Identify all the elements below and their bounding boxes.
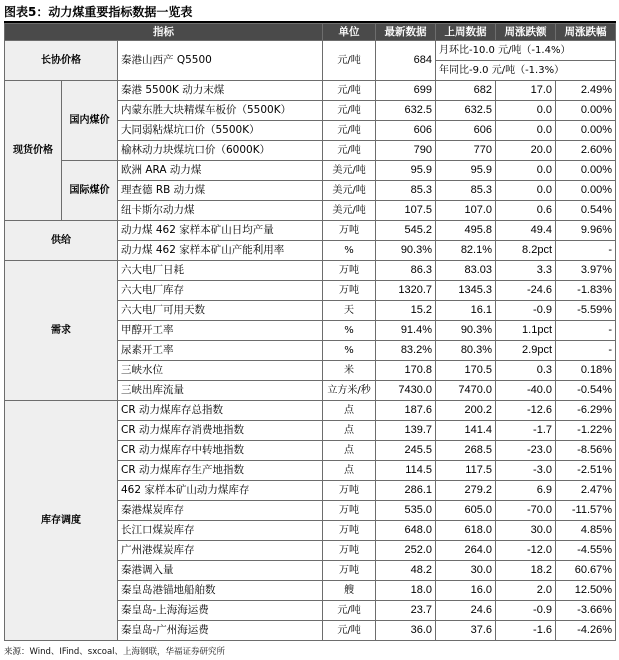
weekly-change-pct: 2.47% [556, 481, 616, 501]
indicator-name: 广州港煤炭库存 [118, 541, 323, 561]
previous-value: 682 [436, 81, 496, 101]
unit-cell: 点 [323, 421, 376, 441]
weekly-change-pct: 0.00% [556, 101, 616, 121]
indicator-name: 462 家样本矿山动力煤库存 [118, 481, 323, 501]
indicator-name: CR 动力煤库存消费地指数 [118, 421, 323, 441]
weekly-change: 0.0 [496, 181, 556, 201]
latest-value: 7430.0 [376, 381, 436, 401]
weekly-change-pct: 60.67% [556, 561, 616, 581]
previous-value: 16.0 [436, 581, 496, 601]
indicator-name: 榆林动力块煤坑口价（6000K） [118, 141, 323, 161]
latest-value: 1320.7 [376, 281, 436, 301]
source-note: 来源：Wind、IFind、sxcoal、上海钢联，华福证券研究所 [4, 647, 226, 657]
previous-value: 107.0 [436, 201, 496, 221]
latest-value: 790 [376, 141, 436, 161]
weekly-change-pct: - [556, 241, 616, 261]
previous-value: 605.0 [436, 501, 496, 521]
previous-value: 200.2 [436, 401, 496, 421]
latest-value: 684 [376, 41, 436, 81]
weekly-change: 1.1pct [496, 321, 556, 341]
indicator-name: 欧洲 ARA 动力煤 [118, 161, 323, 181]
unit-cell: 万吨 [323, 221, 376, 241]
latest-value: 48.2 [376, 561, 436, 581]
previous-value: 80.3% [436, 341, 496, 361]
weekly-change: 2.0 [496, 581, 556, 601]
subcategory-domestic: 国内煤价 [62, 81, 118, 161]
weekly-change-pct: - [556, 321, 616, 341]
unit-cell: 元/吨 [323, 121, 376, 141]
previous-value: 24.6 [436, 601, 496, 621]
unit-cell: 美元/吨 [323, 201, 376, 221]
category-supply: 供给 [5, 221, 118, 261]
latest-value: 699 [376, 81, 436, 101]
indicator-name: 甲醇开工率 [118, 321, 323, 341]
previous-value: 268.5 [436, 441, 496, 461]
weekly-change: 49.4 [496, 221, 556, 241]
category-demand: 需求 [5, 261, 118, 401]
table-row [5, 81, 616, 101]
weekly-change: 8.2pct [496, 241, 556, 261]
header-weekly-change: 周涨跌额 [496, 24, 556, 41]
weekly-change: 0.0 [496, 161, 556, 181]
unit-cell: 万吨 [323, 541, 376, 561]
table-row [5, 41, 616, 61]
weekly-change-pct: -8.56% [556, 441, 616, 461]
previous-value: 30.0 [436, 561, 496, 581]
previous-value: 37.6 [436, 621, 496, 641]
indicator-name: 三峡水位 [118, 361, 323, 381]
latest-value: 170.8 [376, 361, 436, 381]
previous-value: 83.03 [436, 261, 496, 281]
unit-cell: % [323, 341, 376, 361]
indicator-name: 秦港煤炭库存 [118, 501, 323, 521]
weekly-change: -24.6 [496, 281, 556, 301]
latest-value: 18.0 [376, 581, 436, 601]
unit-cell: % [323, 241, 376, 261]
unit-cell: 立方米/秒 [323, 381, 376, 401]
weekly-change: -1.6 [496, 621, 556, 641]
table-header-row [5, 24, 616, 41]
indicator-name: CR 动力煤库存生产地指数 [118, 461, 323, 481]
indicator-name: 六大电厂库存 [118, 281, 323, 301]
weekly-change: -0.9 [496, 601, 556, 621]
previous-value: 170.5 [436, 361, 496, 381]
unit-cell: 元/吨 [323, 621, 376, 641]
weekly-change: -23.0 [496, 441, 556, 461]
weekly-change: 0.3 [496, 361, 556, 381]
unit-cell: 万吨 [323, 261, 376, 281]
header-weekly-pct: 周涨跌幅 [556, 24, 616, 41]
table-row [5, 261, 616, 281]
weekly-change-pct: 2.60% [556, 141, 616, 161]
unit-cell: 米 [323, 361, 376, 381]
latest-value: 91.4% [376, 321, 436, 341]
weekly-change-pct: -4.55% [556, 541, 616, 561]
indicator-name: CR 动力煤库存中转地指数 [118, 441, 323, 461]
weekly-change: -12.6 [496, 401, 556, 421]
previous-value: 495.8 [436, 221, 496, 241]
weekly-change-pct: -4.26% [556, 621, 616, 641]
unit-cell: 天 [323, 301, 376, 321]
weekly-change-pct: -2.51% [556, 461, 616, 481]
indicator-name: 秦皇岛-广州海运费 [118, 621, 323, 641]
weekly-change-pct: -1.83% [556, 281, 616, 301]
table-row [5, 221, 616, 241]
header-unit: 单位 [323, 24, 376, 41]
indicator-name: 尿素开工率 [118, 341, 323, 361]
indicator-name: 秦港山西产 Q5500 [118, 41, 323, 81]
latest-value: 252.0 [376, 541, 436, 561]
indicator-name: 秦港调入量 [118, 561, 323, 581]
weekly-change-pct: -6.29% [556, 401, 616, 421]
unit-cell: 点 [323, 401, 376, 421]
weekly-change: 0.0 [496, 101, 556, 121]
previous-value: 16.1 [436, 301, 496, 321]
weekly-change: 0.6 [496, 201, 556, 221]
indicator-name: 大同弱粘煤坑口价（5500K） [118, 121, 323, 141]
weekly-change-pct: 3.97% [556, 261, 616, 281]
weekly-change-pct: 9.96% [556, 221, 616, 241]
latest-value: 606 [376, 121, 436, 141]
latest-value: 187.6 [376, 401, 436, 421]
previous-value: 618.0 [436, 521, 496, 541]
year-on-year-note: 年同比-9.0 元/吨（-1.3%） [436, 61, 616, 81]
weekly-change-pct: -1.22% [556, 421, 616, 441]
previous-value: 7470.0 [436, 381, 496, 401]
header-latest: 最新数据 [376, 24, 436, 41]
unit-cell: 美元/吨 [323, 181, 376, 201]
unit-cell: 美元/吨 [323, 161, 376, 181]
weekly-change-pct: 0.18% [556, 361, 616, 381]
indicator-name: 秦皇岛-上海海运费 [118, 601, 323, 621]
month-on-month-note: 月环比-10.0 元/吨（-1.4%） [436, 41, 616, 61]
category-long-contract: 长协价格 [5, 41, 118, 81]
weekly-change-pct: -3.66% [556, 601, 616, 621]
unit-cell: 点 [323, 461, 376, 481]
figure-title: 图表5：动力煤重要指标数据一览表 [4, 5, 193, 19]
unit-cell: 元/吨 [323, 81, 376, 101]
previous-value: 606 [436, 121, 496, 141]
unit-cell: 元/吨 [323, 141, 376, 161]
indicator-name: 纽卡斯尔动力煤 [118, 201, 323, 221]
previous-value: 770 [436, 141, 496, 161]
latest-value: 90.3% [376, 241, 436, 261]
previous-value: 1345.3 [436, 281, 496, 301]
latest-value: 86.3 [376, 261, 436, 281]
previous-value: 264.0 [436, 541, 496, 561]
previous-value: 85.3 [436, 181, 496, 201]
indicator-name: 秦皇岛港锚地船舶数 [118, 581, 323, 601]
weekly-change-pct: 0.00% [556, 161, 616, 181]
table-row [5, 401, 616, 421]
latest-value: 15.2 [376, 301, 436, 321]
unit-cell: 点 [323, 441, 376, 461]
weekly-change: 18.2 [496, 561, 556, 581]
weekly-change-pct: 12.50% [556, 581, 616, 601]
latest-value: 545.2 [376, 221, 436, 241]
table-row [5, 161, 616, 181]
latest-value: 114.5 [376, 461, 436, 481]
unit-cell: 万吨 [323, 521, 376, 541]
latest-value: 535.0 [376, 501, 436, 521]
unit-cell: 元/吨 [323, 601, 376, 621]
weekly-change: -0.9 [496, 301, 556, 321]
unit-cell: 万吨 [323, 561, 376, 581]
previous-value: 117.5 [436, 461, 496, 481]
previous-value: 90.3% [436, 321, 496, 341]
previous-value: 82.1% [436, 241, 496, 261]
latest-value: 139.7 [376, 421, 436, 441]
indicator-name: 六大电厂可用天数 [118, 301, 323, 321]
previous-value: 279.2 [436, 481, 496, 501]
weekly-change: -70.0 [496, 501, 556, 521]
weekly-change: -3.0 [496, 461, 556, 481]
latest-value: 83.2% [376, 341, 436, 361]
indicator-name: 动力煤 462 家样本矿山日均产量 [118, 221, 323, 241]
weekly-change-pct: -5.59% [556, 301, 616, 321]
indicator-name: CR 动力煤库存总指数 [118, 401, 323, 421]
weekly-change: -12.0 [496, 541, 556, 561]
latest-value: 95.9 [376, 161, 436, 181]
coal-indicator-table [4, 23, 616, 641]
weekly-change-pct: 2.49% [556, 81, 616, 101]
previous-value: 141.4 [436, 421, 496, 441]
category-inventory: 库存调度 [5, 401, 118, 641]
latest-value: 245.5 [376, 441, 436, 461]
indicator-name: 动力煤 462 家样本矿山产能利用率 [118, 241, 323, 261]
indicator-name: 秦港 5500K 动力末煤 [118, 81, 323, 101]
unit-cell: 万吨 [323, 281, 376, 301]
latest-value: 23.7 [376, 601, 436, 621]
weekly-change: -1.7 [496, 421, 556, 441]
weekly-change: 0.0 [496, 121, 556, 141]
latest-value: 632.5 [376, 101, 436, 121]
indicator-name: 六大电厂日耗 [118, 261, 323, 281]
indicator-name: 理查德 RB 动力煤 [118, 181, 323, 201]
latest-value: 107.5 [376, 201, 436, 221]
previous-value: 632.5 [436, 101, 496, 121]
weekly-change-pct: -11.57% [556, 501, 616, 521]
unit-cell: 万吨 [323, 481, 376, 501]
unit-cell: 艘 [323, 581, 376, 601]
unit-cell: 万吨 [323, 501, 376, 521]
weekly-change: 20.0 [496, 141, 556, 161]
weekly-change: 2.9pct [496, 341, 556, 361]
indicator-name: 三峡出库流量 [118, 381, 323, 401]
previous-value: 95.9 [436, 161, 496, 181]
indicator-name: 内蒙东胜大块精煤车板价（5500K） [118, 101, 323, 121]
unit-cell: 元/吨 [323, 41, 376, 81]
latest-value: 85.3 [376, 181, 436, 201]
weekly-change: -40.0 [496, 381, 556, 401]
unit-cell: % [323, 321, 376, 341]
unit-cell: 元/吨 [323, 101, 376, 121]
header-prev-week: 上周数据 [436, 24, 496, 41]
weekly-change-pct: -0.54% [556, 381, 616, 401]
header-indicator: 指标 [5, 24, 323, 41]
indicator-name: 长江口煤炭库存 [118, 521, 323, 541]
weekly-change-pct: 4.85% [556, 521, 616, 541]
weekly-change-pct: 0.00% [556, 181, 616, 201]
weekly-change-pct: 0.54% [556, 201, 616, 221]
weekly-change: 3.3 [496, 261, 556, 281]
latest-value: 36.0 [376, 621, 436, 641]
latest-value: 286.1 [376, 481, 436, 501]
latest-value: 648.0 [376, 521, 436, 541]
category-spot-price: 现货价格 [5, 81, 62, 221]
weekly-change-pct: 0.00% [556, 121, 616, 141]
weekly-change: 17.0 [496, 81, 556, 101]
subcategory-international: 国际煤价 [62, 161, 118, 221]
weekly-change-pct: - [556, 341, 616, 361]
weekly-change: 6.9 [496, 481, 556, 501]
weekly-change: 30.0 [496, 521, 556, 541]
